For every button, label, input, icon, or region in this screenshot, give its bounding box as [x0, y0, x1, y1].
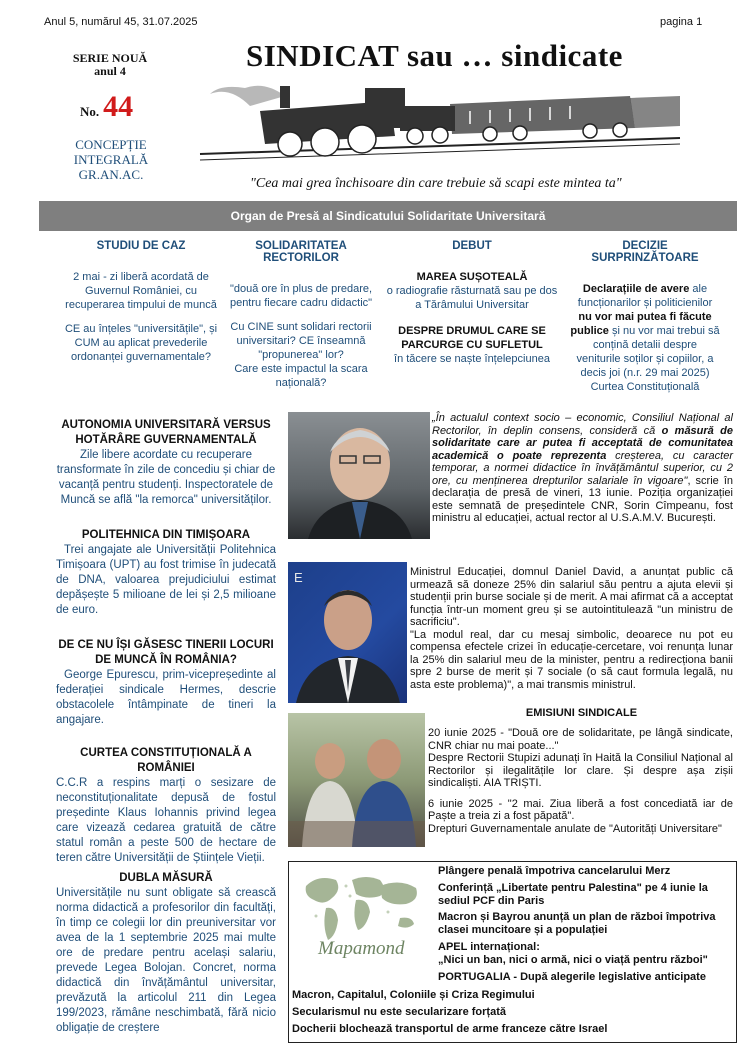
article-bold: o măsură de solidaritate care ar putea fi acceptată de comunitatea academică o poate reprezenta: [432, 424, 733, 462]
left-section-autonomia: [56, 418, 276, 508]
photo-cimpeanu: [288, 412, 430, 539]
section-text: George Epurescu, prim-vicepreședinte al federației sindicale Hermes, descrie obstacolele întâmpinate de tineri la angajare.: [56, 669, 276, 726]
emisiuni-block: [428, 727, 733, 835]
page-label: pagina 1: [660, 16, 703, 28]
newspaper-title: SINDICAT sau … sindicate: [246, 38, 623, 73]
conceptie-line: INTEGRALĂ: [73, 152, 149, 167]
column-text: Care este impactul la scara națională?: [234, 363, 368, 389]
mapamond-item[interactable]: Plângere penală împotriva cancelarului Merz: [438, 865, 671, 877]
conceptie-line: GR.AN.AC.: [78, 167, 144, 182]
section-text: Universitățile nu sunt obligate să crească norma didactică a profesorilor din facultăți, în timp ce colegii lor din preuniversitar vor avea de la 1 septembrie 2025 mai multe ore de predare pentru același salariu, prevede Legea Bolojan. Concret, norma didactică din învățământul universitar, prevăzută la articolul 211 din Legea 199/2023, rămâne neschimbată, fără nicio obligație de creștere: [56, 887, 276, 1034]
column-text: o radiografie răsturnată sau pe dos a Tărâmului Universitar: [386, 285, 558, 311]
column-text: [570, 282, 720, 394]
section-heading: DE CE NU ÎȘI GĂSESC TINERII LOCURI DE MUNCĂ ÎN ROMÂNIA?: [58, 639, 274, 666]
left-section-dubla: [56, 871, 276, 1036]
left-section-ccr: [56, 746, 276, 866]
column-bold: Declarațiile de avere: [582, 283, 690, 295]
section-heading: POLITEHNICA DIN TIMIȘOARA: [81, 529, 251, 541]
emisiuni-paragraph: Drepturi Guvernamentale anulate de "Autorități Universitare": [428, 822, 722, 835]
mapamond-item[interactable]: Macron, Capitalul, Coloniile și Criza Regimului: [292, 989, 535, 1001]
article-tail: , scrie în declarația de presă de vineri, 13 iunie. Poziția organizației este semnată de președintele CNR, Sorin Cîmpeanu, fost ministru al educației, actual rector al U.S.A.M.V. București.: [432, 474, 733, 524]
issue-line: Anul 5, numărul 45, 31.07.2025: [44, 16, 198, 28]
article-lead: „În actualul context socio – economic, Consiliul Național al Rectorilor, în deplin consens, consideră că: [432, 412, 733, 437]
organ-banner: Organ de Presă al Sindicatului Solidaritate Universitară: [39, 201, 737, 231]
mapamond-item[interactable]: Docherii blochează transportul de arme franceze către Israel: [292, 1023, 608, 1035]
column-text: "două ore în plus de predare, pentru fiecare cadru didactic": [229, 283, 373, 309]
column-bold: MAREA SUȘOTEALĂ: [416, 271, 528, 283]
section-text: C.C.R a respins marți o sesizare de neconstituționalitate depusă de fostul președinte Klaus Iohannis privind legea care vizează cedarea gratuită de către statul român a peste 500 de hectare de teren către Universității de Științele Vieții.: [56, 777, 276, 864]
article-ministru: [410, 566, 733, 691]
section-text: Trei angajate ale Universității Politehnica Timișoara (UPT) au fost trimise în judecată de DNA, valoarea prejudiciului estimat depășește 5 milioane de lei și 2,5 milioane de euro.: [56, 544, 276, 616]
column-span: ale funcționarilor și politicienilor: [577, 283, 713, 309]
column-text: 2 mai - zi liberă acordată de Guvernul României, cu recuperarea timpului de muncă: [65, 271, 217, 311]
column-heading: SOLIDARITATEA RECTORILOR: [255, 240, 347, 264]
photo-emisiuni: [288, 713, 425, 847]
article-paragraph: "La modul real, dar cu mesaj simbolic, deoarece nu pot eu compensa efectele crizei în educație-cercetare, voi renunța lunar la 25% din salariul meu de la minister, pentru a redirecționa banii spre 2 burse de merit și 7 sociale (o să caut formula legală, nu asta este problema)", a mai transmis ministrul.: [410, 628, 733, 691]
left-section-tineri: [56, 638, 276, 728]
portrait-graphic: [288, 562, 407, 703]
column-studiu: [56, 240, 226, 364]
serie-label: [60, 52, 160, 78]
column-heading: DECIZIE SURPRINZĂTOARE: [591, 240, 699, 264]
anul-text: anul 4: [94, 64, 126, 78]
left-section-politehnica: [56, 528, 276, 618]
photo-graphic: [288, 713, 425, 847]
article-cnr: [432, 412, 733, 525]
motto: "Cea mai grea închisoare din care trebuie să scapi este mintea ta": [250, 176, 622, 191]
section-heading: DUBLA MĂSURĂ: [119, 872, 213, 884]
section-text: Zile libere acordate cu recuperare transformate în zile de concediu și chiar de vacanță pentru studenți. Inspectoratele de Muncă se află "la remorca" universităților.: [56, 449, 276, 506]
photo-david: [288, 562, 407, 703]
locomotive-illustration: [190, 76, 690, 176]
mapamond-item[interactable]: Conferință „Libertate pentru Palestina" pe 4 iunie la sediul PCF din Paris: [438, 882, 708, 907]
serie-text: SERIE NOUĂ: [72, 51, 148, 65]
column-span: și nu vor mai trebui să conțină detalii despre veniturile soților și copiilor, a decis joi (n.r. 29 mai 2025) Curtea Constituțională: [576, 325, 720, 393]
no-value: 44: [103, 90, 134, 123]
column-bold: DESPRE DRUMUL CARE SE PARCURGE CU SUFLETUL: [398, 325, 546, 351]
article-paragraph: Ministrul Educației, domnul Daniel David, a anunțat public că urmează să doneze 25% din salariul său pentru a ajuta elevii și studenții prin burse sociale și de merit. A mai afirmat că a acceptat funcția într-un moment greu și se autointitulează "un ministru de sacrificiu".: [410, 566, 733, 628]
emisiuni-paragraph: 6 iunie 2025 - "2 mai. Ziua liberă a fost concediată iar de Paște a treia zi a fost păpată".: [428, 797, 733, 822]
column-text: CE au înțeles "universitățile", și CUM au aplicat prevederile ordonanței guvernamentale?: [64, 323, 218, 363]
column-text: în tăcere se naște înțelepciunea: [394, 353, 550, 365]
mapamond-label: Mapamond: [318, 938, 405, 959]
column-heading: STUDIU DE CAZ: [96, 240, 186, 252]
conceptie-block: [56, 137, 166, 182]
column-decizie: [570, 240, 720, 394]
section-heading: CURTEA CONSTITUȚIONALĂ A ROMÂNIEI: [80, 747, 252, 774]
emisiuni-paragraph: 20 iunie 2025 - "Două ore de solidaritate, pe lângă sindicate, CNR chiar nu mai poate...": [428, 727, 733, 752]
mapamond-item[interactable]: Macron și Bayrou anunță un plan de război împotriva clasei muncitoare și a populației: [438, 911, 716, 936]
mapamond-item[interactable]: APEL internațional:: [438, 941, 540, 953]
emisiuni-heading: EMISIUNI SINDICALE: [525, 707, 638, 719]
column-solidaritate: [220, 240, 382, 390]
column-heading: DEBUT: [452, 240, 492, 252]
section-heading: AUTONOMIA UNIVERSITARĂ VERSUS HOTĂRÂRE GUVERNAMENTALĂ: [61, 419, 271, 446]
mapamond-item[interactable]: „Nici un ban, nici o armă, nici o viață pentru război": [438, 954, 708, 966]
column-debut: [386, 240, 558, 366]
issue-number: [80, 90, 133, 124]
emisiuni-paragraph: Despre Rectorii Stupizi adunați în Haită la Consiliul Național al Rectorilor și ilegalitățile lor clare. Și despre așa zișii sindicaliști. AIA TRIȘTI.: [428, 752, 733, 789]
article-rest: creșterea, cu caracter temporar, a normei didactice în învățământul superior, cu 2 ore, cu menținerea drepturilor salariale în vigoare": [432, 449, 733, 487]
mapamond-item[interactable]: PORTUGALIA - După alegerile legislative anticipate: [438, 971, 706, 983]
mapamond-item[interactable]: Secularismul nu este secularizare forțată: [292, 1006, 506, 1018]
no-label: No.: [80, 104, 100, 119]
photo-text: E: [294, 570, 303, 585]
portrait-graphic: [288, 412, 430, 539]
column-bold: nu vor mai putea fi făcute publice: [570, 311, 712, 337]
column-text: Cu CINE sunt solidari rectorii universitari? CE înseamnă "propunerea" lor?: [230, 321, 372, 361]
conceptie-line: CONCEPȚIE: [75, 137, 147, 152]
